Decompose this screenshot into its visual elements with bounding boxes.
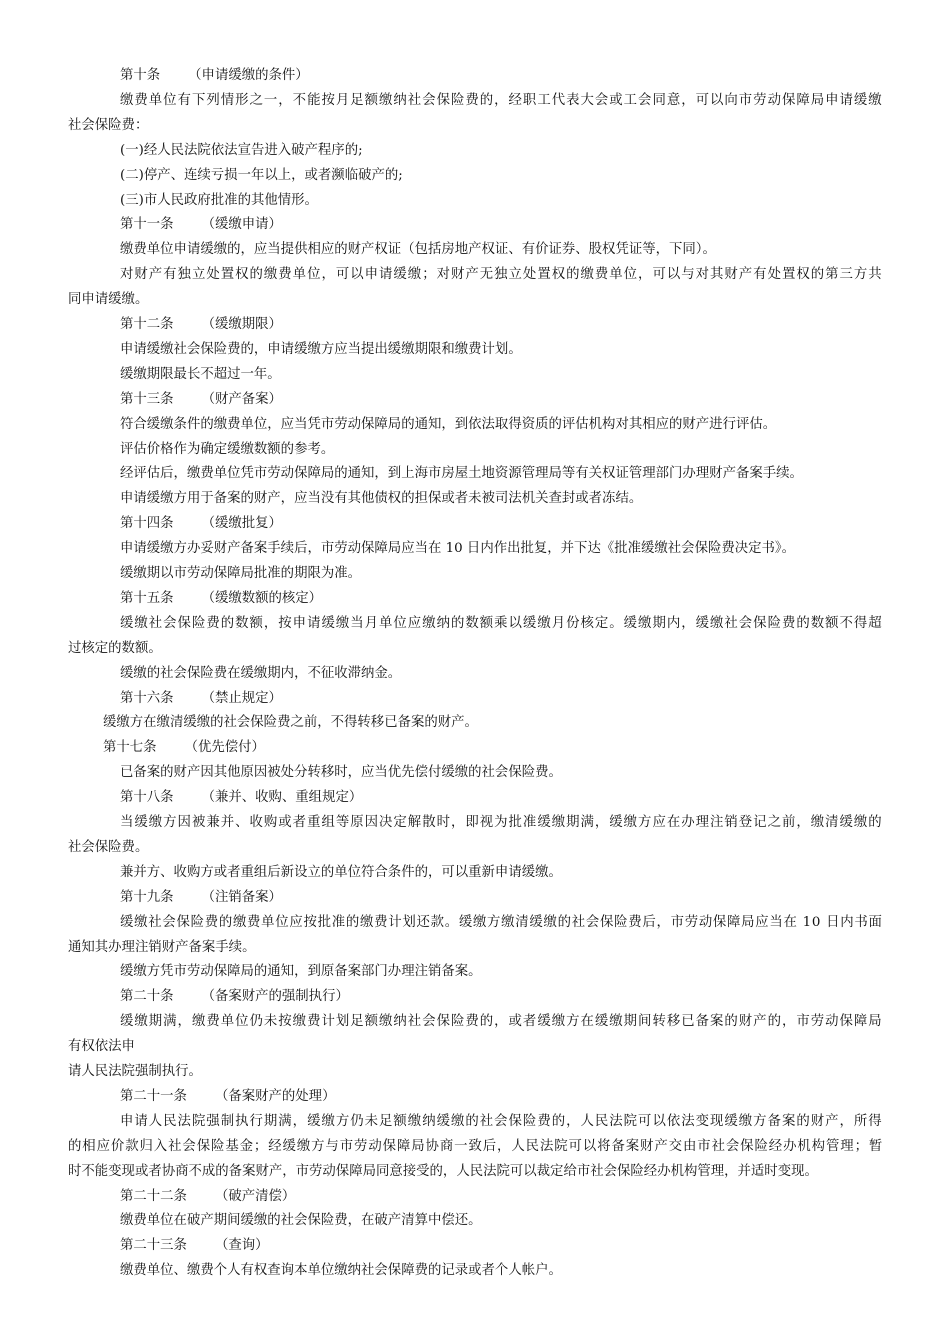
paragraph-line: 缓缴社会保险费的数额，按申请缓缴当月单位应缴纳的数额乘以缓缴月份核定。缓缴期内，缓缴社会保险费的数额不得超 [120, 615, 883, 631]
article-heading [120, 393, 282, 406]
paragraph-continuation: 通知其办理注销财产备案手续。 [68, 939, 256, 955]
paragraph-line: 当缓缴方因被兼并、收购或者重组等原因决定解散时，即视为批准缓缴期满，缓缴方应在办理注销登记之前，缴清缓缴的 [120, 815, 883, 830]
paragraph-line: 缴费单位在破产期间缓缴的社会保险费，在破产清算中偿还。 [120, 1213, 482, 1229]
paragraph-line: 缴费单位、缴费个人有权查询本单位缴纳社会保障费的记录或者个人帐户。 [120, 1263, 562, 1279]
article-title: （备案财产的处理） [214, 1088, 336, 1104]
article-title: （申请缓缴的条件） [188, 68, 309, 83]
paragraph-line: (一)经人民法院依法宣告进入破产程序的; [120, 142, 363, 158]
article-heading [120, 692, 282, 705]
paragraph-line: 申请缓缴社会保险费的，申请缓缴方应当提出缓缴期限和缴费计划。 [120, 341, 522, 357]
paragraph-line: 缓缴社会保险费的缴费单位应按批准的缴费计划还款。缓缴方缴清缓缴的社会保险费后，市劳动保障局应当在 10 日内书面 [120, 914, 883, 930]
article-heading [120, 517, 282, 530]
article-number: 第十八条 [120, 790, 174, 806]
article-title: （备案财产的强制执行） [201, 989, 349, 1005]
paragraph-line: 缴费单位有下列情形之一，不能按月足额缴纳社会保险费的，经职工代表大会或工会同意，可以向市劳动保障局申请缓缴 [120, 92, 883, 108]
article-title: （优先偿付） [184, 740, 265, 756]
article-title: （兼并、收购、重组规定） [201, 790, 363, 806]
article-heading [120, 1239, 269, 1252]
article-number: 第二十二条 [120, 1188, 187, 1204]
paragraph-line: (二)停产、连续亏损一年以上，或者濒临破产的; [120, 167, 403, 183]
article-number: 第二十条 [120, 989, 174, 1005]
article-heading [120, 592, 322, 605]
paragraph-continuation: 时不能变现或者协商不成的备案财产，市劳动保障局同意接受的，人民法院可以裁定给市社会保险经办机构管理，并适时变现。 [68, 1163, 818, 1179]
paragraph-line: 已备案的财产因其他原因被处分转移时，应当优先偿付缓缴的社会保险费。 [120, 765, 562, 781]
paragraph-line: 申请人民法院强制执行期满，缓缴方仍未足额缴纳缓缴的社会保险费的，人民法院可以依法变现缓缴方备案的财产，所得 [120, 1113, 883, 1129]
paragraph-line: 兼并方、收购方或者重组后新设立的单位符合条件的，可以重新申请缓缴。 [120, 864, 562, 880]
article-heading [120, 1190, 295, 1203]
article-number: 第十五条 [120, 590, 174, 606]
article-heading [120, 891, 282, 904]
paragraph-continuation: 过核定的数额。 [68, 640, 162, 656]
article-title: （财产备案） [201, 391, 282, 407]
paragraph-line: 对财产有独立处置权的缴费单位，可以申请缓缴；对财产无独立处置权的缴费单位，可以与对其财产有处置权的第三方共 [120, 267, 883, 283]
article-number: 第十九条 [120, 889, 174, 905]
paragraph-line: 缓缴期满，缴费单位仍未按缴费计划足额缴纳社会保险费的，或者缓缴方在缓缴期间转移已备案的财产的，市劳动保障局 [120, 1014, 883, 1030]
paragraph-continuation: 请人民法院强制执行。 [68, 1064, 202, 1079]
paragraph-line: 申请缓缴方用于备案的财产，应当没有其他债权的担保或者未被司法机关查封或者冻结。 [120, 491, 643, 507]
article-number: 第十二条 [120, 317, 174, 332]
article-heading [120, 318, 282, 331]
paragraph-line: 经评估后，缴费单位凭市劳动保障局的通知，到上海市房屋土地资源管理局等有关权证管理部门办理财产备案手续。 [120, 466, 803, 482]
paragraph-line: 缓缴的社会保险费在缓缴期内，不征收滞纳金。 [120, 665, 402, 681]
article-title: （缓缴期限） [201, 317, 282, 332]
article-title: （缓缴申请） [201, 217, 282, 233]
paragraph-continuation: 社会保险费： [68, 117, 149, 133]
paragraph-line: 缓缴期以市劳动保障局批准的期限为准。 [120, 566, 362, 581]
paragraph-continuation: 社会保险费。 [68, 839, 149, 855]
article-heading [120, 1090, 335, 1103]
article-number: 第二十三条 [120, 1238, 187, 1254]
paragraph-continuation: 的相应价款归入社会保险基金；经缓缴方与市劳动保障局协商一致后，人民法院可以将备案财产交由市社会保险经办机构管理；暂 [68, 1138, 884, 1154]
article-number: 第十七条 [103, 740, 157, 756]
paragraph-line: 缓缴方凭市劳动保障局的通知，到原备案部门办理注销备案。 [120, 964, 482, 980]
paragraph-line: 评估价格作为确定缓缴数额的参考。 [120, 441, 335, 457]
article-number: 第二十一条 [120, 1088, 187, 1104]
article-title: （缓缴数额的核定） [201, 590, 323, 606]
paragraph-line: 缴费单位申请缓缴的，应当提供相应的财产权证（包括房地产权证、有价证券、股权凭证等，下同）。 [120, 242, 716, 258]
article-number: 第十条 [120, 68, 161, 83]
article-number: 第十四条 [120, 516, 174, 532]
article-heading [120, 990, 349, 1003]
article-number: 第十一条 [120, 217, 174, 233]
paragraph-line: 缓缴期限最长不超过一年。 [120, 366, 281, 382]
article-heading [103, 741, 265, 754]
article-title: （破产清偿） [214, 1188, 296, 1204]
article-number: 第十三条 [120, 391, 174, 407]
paragraph-line: (三)市人民政府批准的其他情形。 [120, 192, 318, 208]
article-heading [120, 791, 362, 804]
article-title: （缓缴批复） [201, 516, 282, 532]
paragraph-continuation: 有权依法申 [68, 1039, 135, 1055]
article-title: （查询） [214, 1238, 269, 1254]
article-title: （注销备案） [201, 889, 282, 905]
paragraph-line: 申请缓缴方办妥财产备案手续后，市劳动保障局应当在 10 日内作出批复，并下达《批准缓缴社会保险费决定书》。 [120, 541, 795, 557]
article-number: 第十六条 [120, 690, 174, 706]
paragraph-line: 缓缴方在缴清缓缴的社会保险费之前，不得转移已备案的财产。 [103, 715, 478, 731]
paragraph-continuation: 同申请缓缴。 [68, 292, 149, 308]
paragraph-line: 符合缓缴条件的缴费单位，应当凭市劳动保障局的通知，到依法取得资质的评估机构对其相应的财产进行评估。 [120, 416, 777, 432]
article-title: （禁止规定） [201, 690, 282, 706]
article-heading [120, 69, 309, 82]
article-heading [120, 218, 282, 231]
